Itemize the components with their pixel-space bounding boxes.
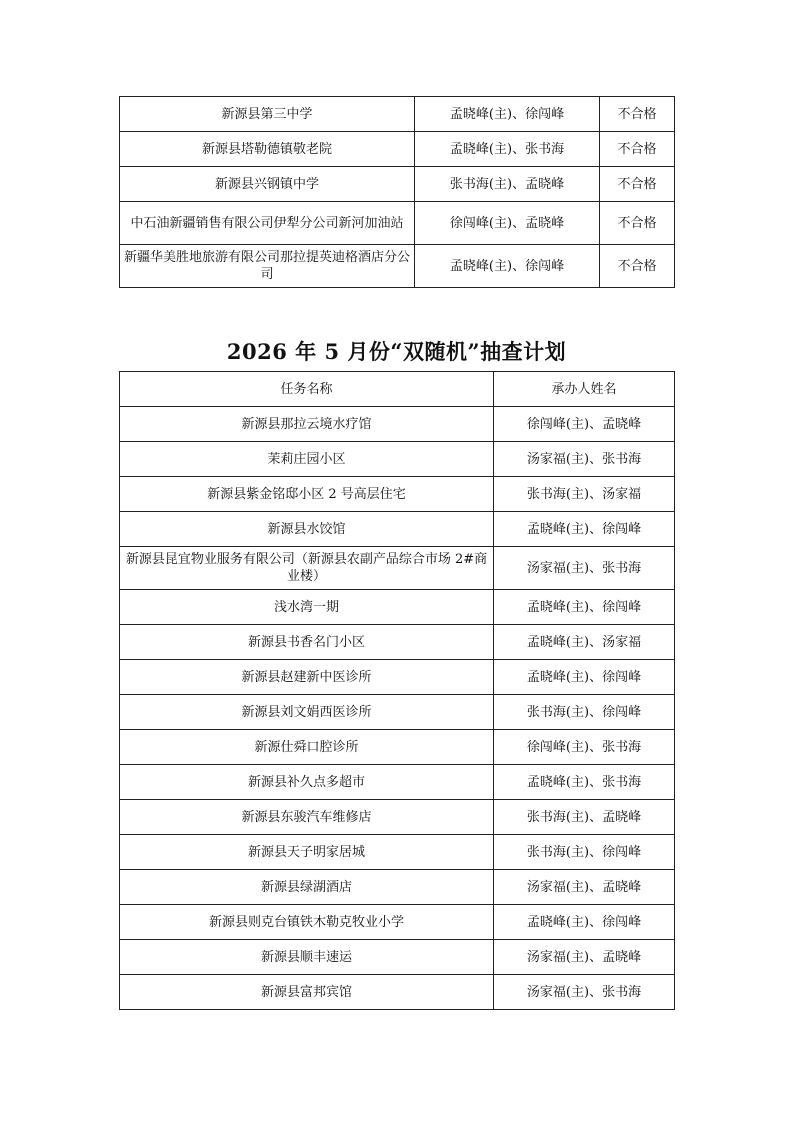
table-row <box>120 695 675 730</box>
task-name-cell: 新源县天子明家居城 <box>120 835 494 870</box>
handlers-cell: 孟晓峰(主)、张书海 <box>494 765 675 800</box>
table-row <box>120 625 675 660</box>
handlers-cell: 汤家福(主)、张书海 <box>494 547 675 590</box>
table-row <box>120 407 675 442</box>
handlers-cell: 孟晓峰(主)、徐闯峰 <box>415 97 600 132</box>
task-name-cell: 新源县昆宜物业服务有限公司（新源县农副产品综合市场 2#商业楼） <box>120 547 494 590</box>
table-row <box>120 730 675 765</box>
task-name-cell: 浅水湾一期 <box>120 590 494 625</box>
task-name-cell: 新源县那拉云境水疗馆 <box>120 407 494 442</box>
table-row <box>120 442 675 477</box>
handlers-cell: 张书海(主)、徐闯峰 <box>494 835 675 870</box>
handlers-cell: 孟晓峰(主)、徐闯峰 <box>494 512 675 547</box>
unit-name-cell: 新疆华美胜地旅游有限公司那拉提英迪格酒店分公司 <box>120 245 415 288</box>
task-name-cell: 新源县富邦宾馆 <box>120 975 494 1010</box>
task-name-cell: 新源县绿湖酒店 <box>120 870 494 905</box>
unit-name-cell: 新源县兴钢镇中学 <box>120 167 415 202</box>
table-row <box>120 870 675 905</box>
handlers-cell: 张书海(主)、汤家福 <box>494 477 675 512</box>
handlers-cell: 张书海(主)、徐闯峰 <box>494 695 675 730</box>
table-row <box>120 765 675 800</box>
task-name-cell: 新源仕舜口腔诊所 <box>120 730 494 765</box>
handlers-header: 承办人姓名 <box>494 372 675 407</box>
table-row <box>120 905 675 940</box>
handlers-cell: 孟晓峰(主)、徐闯峰 <box>494 590 675 625</box>
result-cell: 不合格 <box>600 167 675 202</box>
table-row <box>120 800 675 835</box>
task-name-cell: 新源县水饺馆 <box>120 512 494 547</box>
task-name-header: 任务名称 <box>120 372 494 407</box>
result-cell: 不合格 <box>600 202 675 245</box>
plan-title: 2026 年 5 月份“双随机”抽查计划 <box>226 339 567 364</box>
task-name-cell: 新源县东骏汽车维修店 <box>120 800 494 835</box>
result-cell: 不合格 <box>600 245 675 288</box>
table-row <box>120 245 675 288</box>
table-row <box>120 835 675 870</box>
handlers-cell: 孟晓峰(主)、汤家福 <box>494 625 675 660</box>
table-row <box>120 477 675 512</box>
task-name-cell: 新源县紫金铭邸小区 2 号高层住宅 <box>120 477 494 512</box>
table-row <box>120 132 675 167</box>
handlers-cell: 孟晓峰(主)、徐闯峰 <box>415 245 600 288</box>
handlers-cell: 孟晓峰(主)、张书海 <box>415 132 600 167</box>
unit-name-cell: 中石油新疆销售有限公司伊犁分公司新河加油站 <box>120 202 415 245</box>
result-cell: 不合格 <box>600 97 675 132</box>
previous-results-table <box>119 96 675 288</box>
handlers-cell: 张书海(主)、孟晓峰 <box>415 167 600 202</box>
table-row <box>120 97 675 132</box>
handlers-cell: 徐闯峰(主)、孟晓峰 <box>415 202 600 245</box>
table-row <box>120 660 675 695</box>
handlers-cell: 汤家福(主)、孟晓峰 <box>494 870 675 905</box>
unit-name-cell: 新源县塔勒德镇敬老院 <box>120 132 415 167</box>
table-row <box>120 940 675 975</box>
table-row <box>120 167 675 202</box>
handlers-cell: 孟晓峰(主)、徐闯峰 <box>494 905 675 940</box>
handlers-cell: 张书海(主)、孟晓峰 <box>494 800 675 835</box>
task-name-cell: 新源县顺丰速运 <box>120 940 494 975</box>
handlers-cell: 孟晓峰(主)、徐闯峰 <box>494 660 675 695</box>
result-cell: 不合格 <box>600 132 675 167</box>
handlers-cell: 汤家福(主)、张书海 <box>494 442 675 477</box>
task-name-cell: 新源县书香名门小区 <box>120 625 494 660</box>
unit-name-cell: 新源县第三中学 <box>120 97 415 132</box>
handlers-cell: 徐闯峰(主)、张书海 <box>494 730 675 765</box>
table-header-row <box>120 372 675 407</box>
task-name-cell: 新源县刘文娟西医诊所 <box>120 695 494 730</box>
table-row <box>120 547 675 590</box>
handlers-cell: 汤家福(主)、张书海 <box>494 975 675 1010</box>
handlers-cell: 汤家福(主)、孟晓峰 <box>494 940 675 975</box>
inspection-plan-table <box>119 371 675 1010</box>
table-row <box>120 590 675 625</box>
task-name-cell: 新源县赵建新中医诊所 <box>120 660 494 695</box>
task-name-cell: 茉莉庄园小区 <box>120 442 494 477</box>
table-row <box>120 975 675 1010</box>
task-name-cell: 新源县则克台镇铁木勒克牧业小学 <box>120 905 494 940</box>
table-row <box>120 202 675 245</box>
handlers-cell: 徐闯峰(主)、孟晓峰 <box>494 407 675 442</box>
task-name-cell: 新源县补久点多超市 <box>120 765 494 800</box>
table-row <box>120 512 675 547</box>
